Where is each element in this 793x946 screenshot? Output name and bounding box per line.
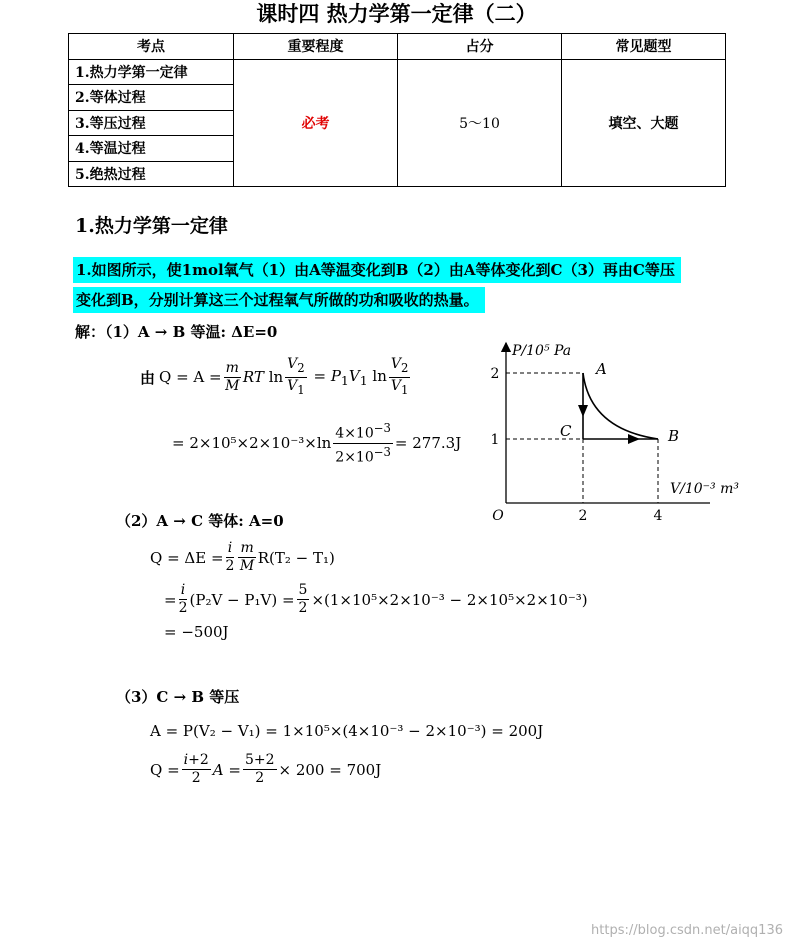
table-header-cell: 占分 — [398, 34, 562, 60]
table-row — [69, 59, 726, 85]
watermark: https://blog.csdn.net/aiqq136 — [591, 923, 783, 938]
x-axis-label: V/10⁻³ m³ — [670, 481, 739, 497]
fraction-volume-ratio: $\frac{4\times 10^{-3}}{2\times 10^{-3}}$ — [335, 421, 391, 466]
x-tick-label: 4 — [653, 508, 663, 524]
part1-equation-2 — [172, 420, 461, 466]
fraction-i-plus-2-over-2: $\frac{i+2}{2}$ — [183, 752, 209, 786]
solution-part1-heading: 解：（1）A → B 等温: ΔE=0 — [75, 323, 278, 341]
origin-label: O — [492, 508, 504, 524]
fraction-5-over-2: $\frac{5}{2}$ — [298, 582, 308, 616]
x-tick-label: 2 — [578, 508, 588, 524]
section-heading: 1.热力学第一定律 — [75, 215, 228, 237]
point-label-b: B — [668, 427, 680, 445]
eq-text: RT ln — [242, 368, 284, 387]
importance-cell: 必考 — [234, 59, 398, 187]
eq-text: = 2×10⁵×2×10⁻³×ln — [172, 434, 332, 453]
topic-cell: 3.等压过程 — [69, 110, 234, 136]
fraction-v2-over-v1: $\frac{V_2}{V_1}$ — [390, 356, 409, 397]
page-title: 课时四 热力学第一定律（二） — [256, 1, 537, 26]
eq-text: = — [164, 590, 177, 609]
fraction-m-over-M: $\frac{m}{M}$ — [225, 359, 240, 394]
topic-cell: 4.等温过程 — [69, 136, 234, 162]
fraction-m-over-M: $\frac{m}{M}$ — [239, 540, 255, 574]
y-tick-label: 1 — [490, 432, 500, 448]
table-header-cell: 重要程度 — [234, 34, 398, 60]
topic-cell: 5.绝热过程 — [69, 161, 234, 187]
problem-line-2: 变化到B，分别计算这三个过程氧气所做的功和吸收的热量。 — [73, 287, 485, 313]
eq-lhs: Q = ΔE = — [150, 548, 224, 567]
topic-cell: 1.热力学第一定律 — [69, 59, 234, 85]
fraction-5-plus-2-over-2: $\frac{5+2}{2}$ — [244, 752, 275, 786]
point-label-c: C — [560, 422, 572, 440]
part3-equation-1: A = P(V₂ − V₁) = 1×10⁵×(4×10⁻³ − 2×10⁻³) = 200J — [150, 722, 544, 740]
point-label-a: A — [596, 360, 607, 378]
eq-text: R(T₂ − T₁) — [257, 548, 335, 567]
eq-lhs: Q = A = — [159, 368, 222, 387]
table-header-row — [69, 34, 726, 60]
solution-part2-heading: （2）A → C 等体: A=0 — [116, 512, 284, 530]
eq-result: = 277.3J — [394, 434, 462, 453]
topic-cell: 2.等体过程 — [69, 85, 234, 111]
y-tick-label: 2 — [490, 366, 500, 382]
fraction-v2-over-v1: $\frac{V_2}{V_1}$ — [287, 356, 305, 397]
eq-text: = $P_1V_1$ ln — [308, 366, 387, 388]
part2-equation-1 — [150, 540, 335, 575]
summary-table — [68, 33, 726, 187]
eq-text: A = — [212, 760, 241, 779]
eq-prefix: 由 — [140, 368, 156, 387]
part1-equation-1 — [140, 356, 412, 399]
eq-text: ×(1×10⁵×2×10⁻³ − 2×10⁵×2×10⁻³) — [311, 590, 588, 609]
eq-text: × 200 = 700J — [278, 760, 382, 779]
score-cell: 5～10 — [398, 59, 562, 187]
question-type-cell: 填空、大题 — [562, 59, 726, 187]
eq-text: (P₂V − P₁V) = — [189, 590, 295, 609]
isothermal-curve — [583, 373, 658, 439]
fraction-i-over-2: $\frac{i}{2}$ — [225, 540, 235, 574]
fraction-i-over-2: $\frac{i}{2}$ — [178, 582, 188, 616]
part2-equation-3: = −500J — [164, 623, 229, 641]
table-header-cell: 考点 — [69, 34, 234, 60]
solution-part3-heading: （3）C → B 等压 — [116, 688, 240, 706]
part2-equation-2 — [164, 582, 588, 617]
problem-line-1: 1.如图所示，使1mol氧气（1）由A等温变化到B（2）由A等体变化到C（3）再由C等压 — [73, 257, 681, 283]
part3-equation-2 — [150, 752, 381, 787]
table-header-cell: 常见题型 — [562, 34, 726, 60]
y-axis-label: P/10⁵ Pa — [512, 343, 572, 359]
arrow-down-icon — [578, 405, 588, 417]
pv-diagram — [480, 335, 740, 530]
eq-lhs: Q = — [150, 760, 180, 779]
